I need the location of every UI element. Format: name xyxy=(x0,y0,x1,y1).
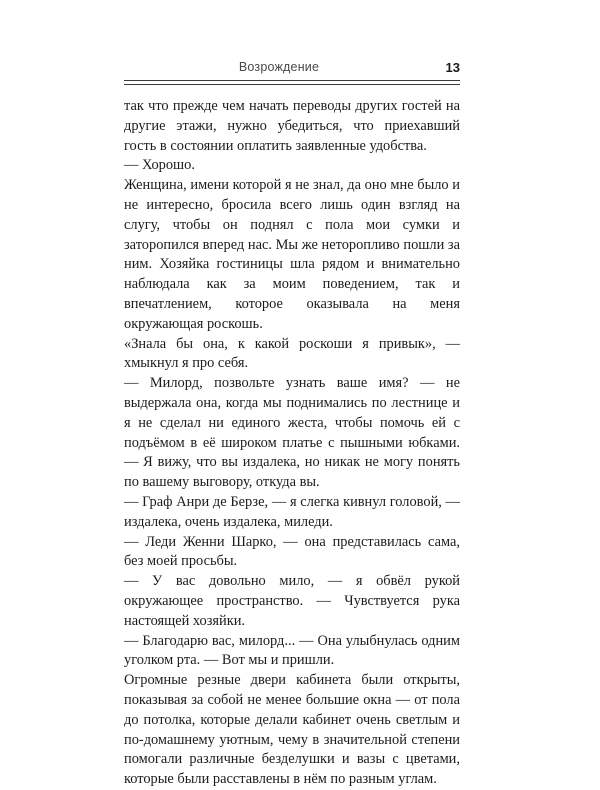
paragraph: так что прежде чем начать переводы других гостей на другие этажи, нужно убедиться, что приехавший гость в состоянии оплатить заявленные удобства. xyxy=(124,98,460,154)
paragraph: «Знала бы она, к какой роскоши я привык», — хмыкнул я про себя. xyxy=(124,335,460,372)
header-rule-bottom xyxy=(124,84,460,85)
running-title: Возрождение xyxy=(238,60,320,74)
paragraph: — Милорд, позвольте узнать ваше имя? — не выдержала она, когда мы поднимались по лестнице и я не сделал ни единого жеста, чтобы помочь ей с подъёмом в её широком платье с пышными юбками. — Я вижу, что вы издалека, но никак не могу понять по вашему выговору, откуда вы. xyxy=(124,375,460,491)
paragraph: Огромные резные двери кабинета были открыты, показывая за собой не менее большие окна — от пола до потолка, которые делали кабинет очень светлым и по-домашнему уютным, чему в значительной степени помогали различные безделушки и вазы с цветами, которые были расставлены в нём по разным углам. xyxy=(124,672,460,788)
paragraph: — Благодарю вас, милорд... — Она улыбнулась одним уголком рта. — Вот мы и пришли. xyxy=(124,632,460,669)
paragraph: Женщина, имени которой я не знал, да оно мне было и не интересно, бросила всего лишь один взгляд на слугу, чтобы он поднял с пола мои сумки и заторопился вперед нас. Мы же неторопливо пошли за ним. Хозяйка гостиницы шла рядом и внимательно наблюдала как за моим поведением, так и впечатлением, которое оказывала на меня окружающая роскошь. xyxy=(124,177,460,332)
paragraph: — У вас довольно мило, — я обвёл рукой окружающее пространство. — Чувствуется рука настоящей хозяйки. xyxy=(124,573,460,629)
header-rule-top xyxy=(124,80,460,81)
page-number: 13 xyxy=(445,60,460,75)
paragraph: — Леди Женни Шарко, — она представилась сама, без моей просьбы. xyxy=(124,533,460,570)
body-text xyxy=(124,97,460,790)
paragraph: — Граф Анри де Берзе, — я слегка кивнул головой, — издалека, очень издалека, миледи. xyxy=(124,493,460,530)
running-head xyxy=(124,60,460,80)
paragraph: — Хорошо. xyxy=(124,157,195,174)
